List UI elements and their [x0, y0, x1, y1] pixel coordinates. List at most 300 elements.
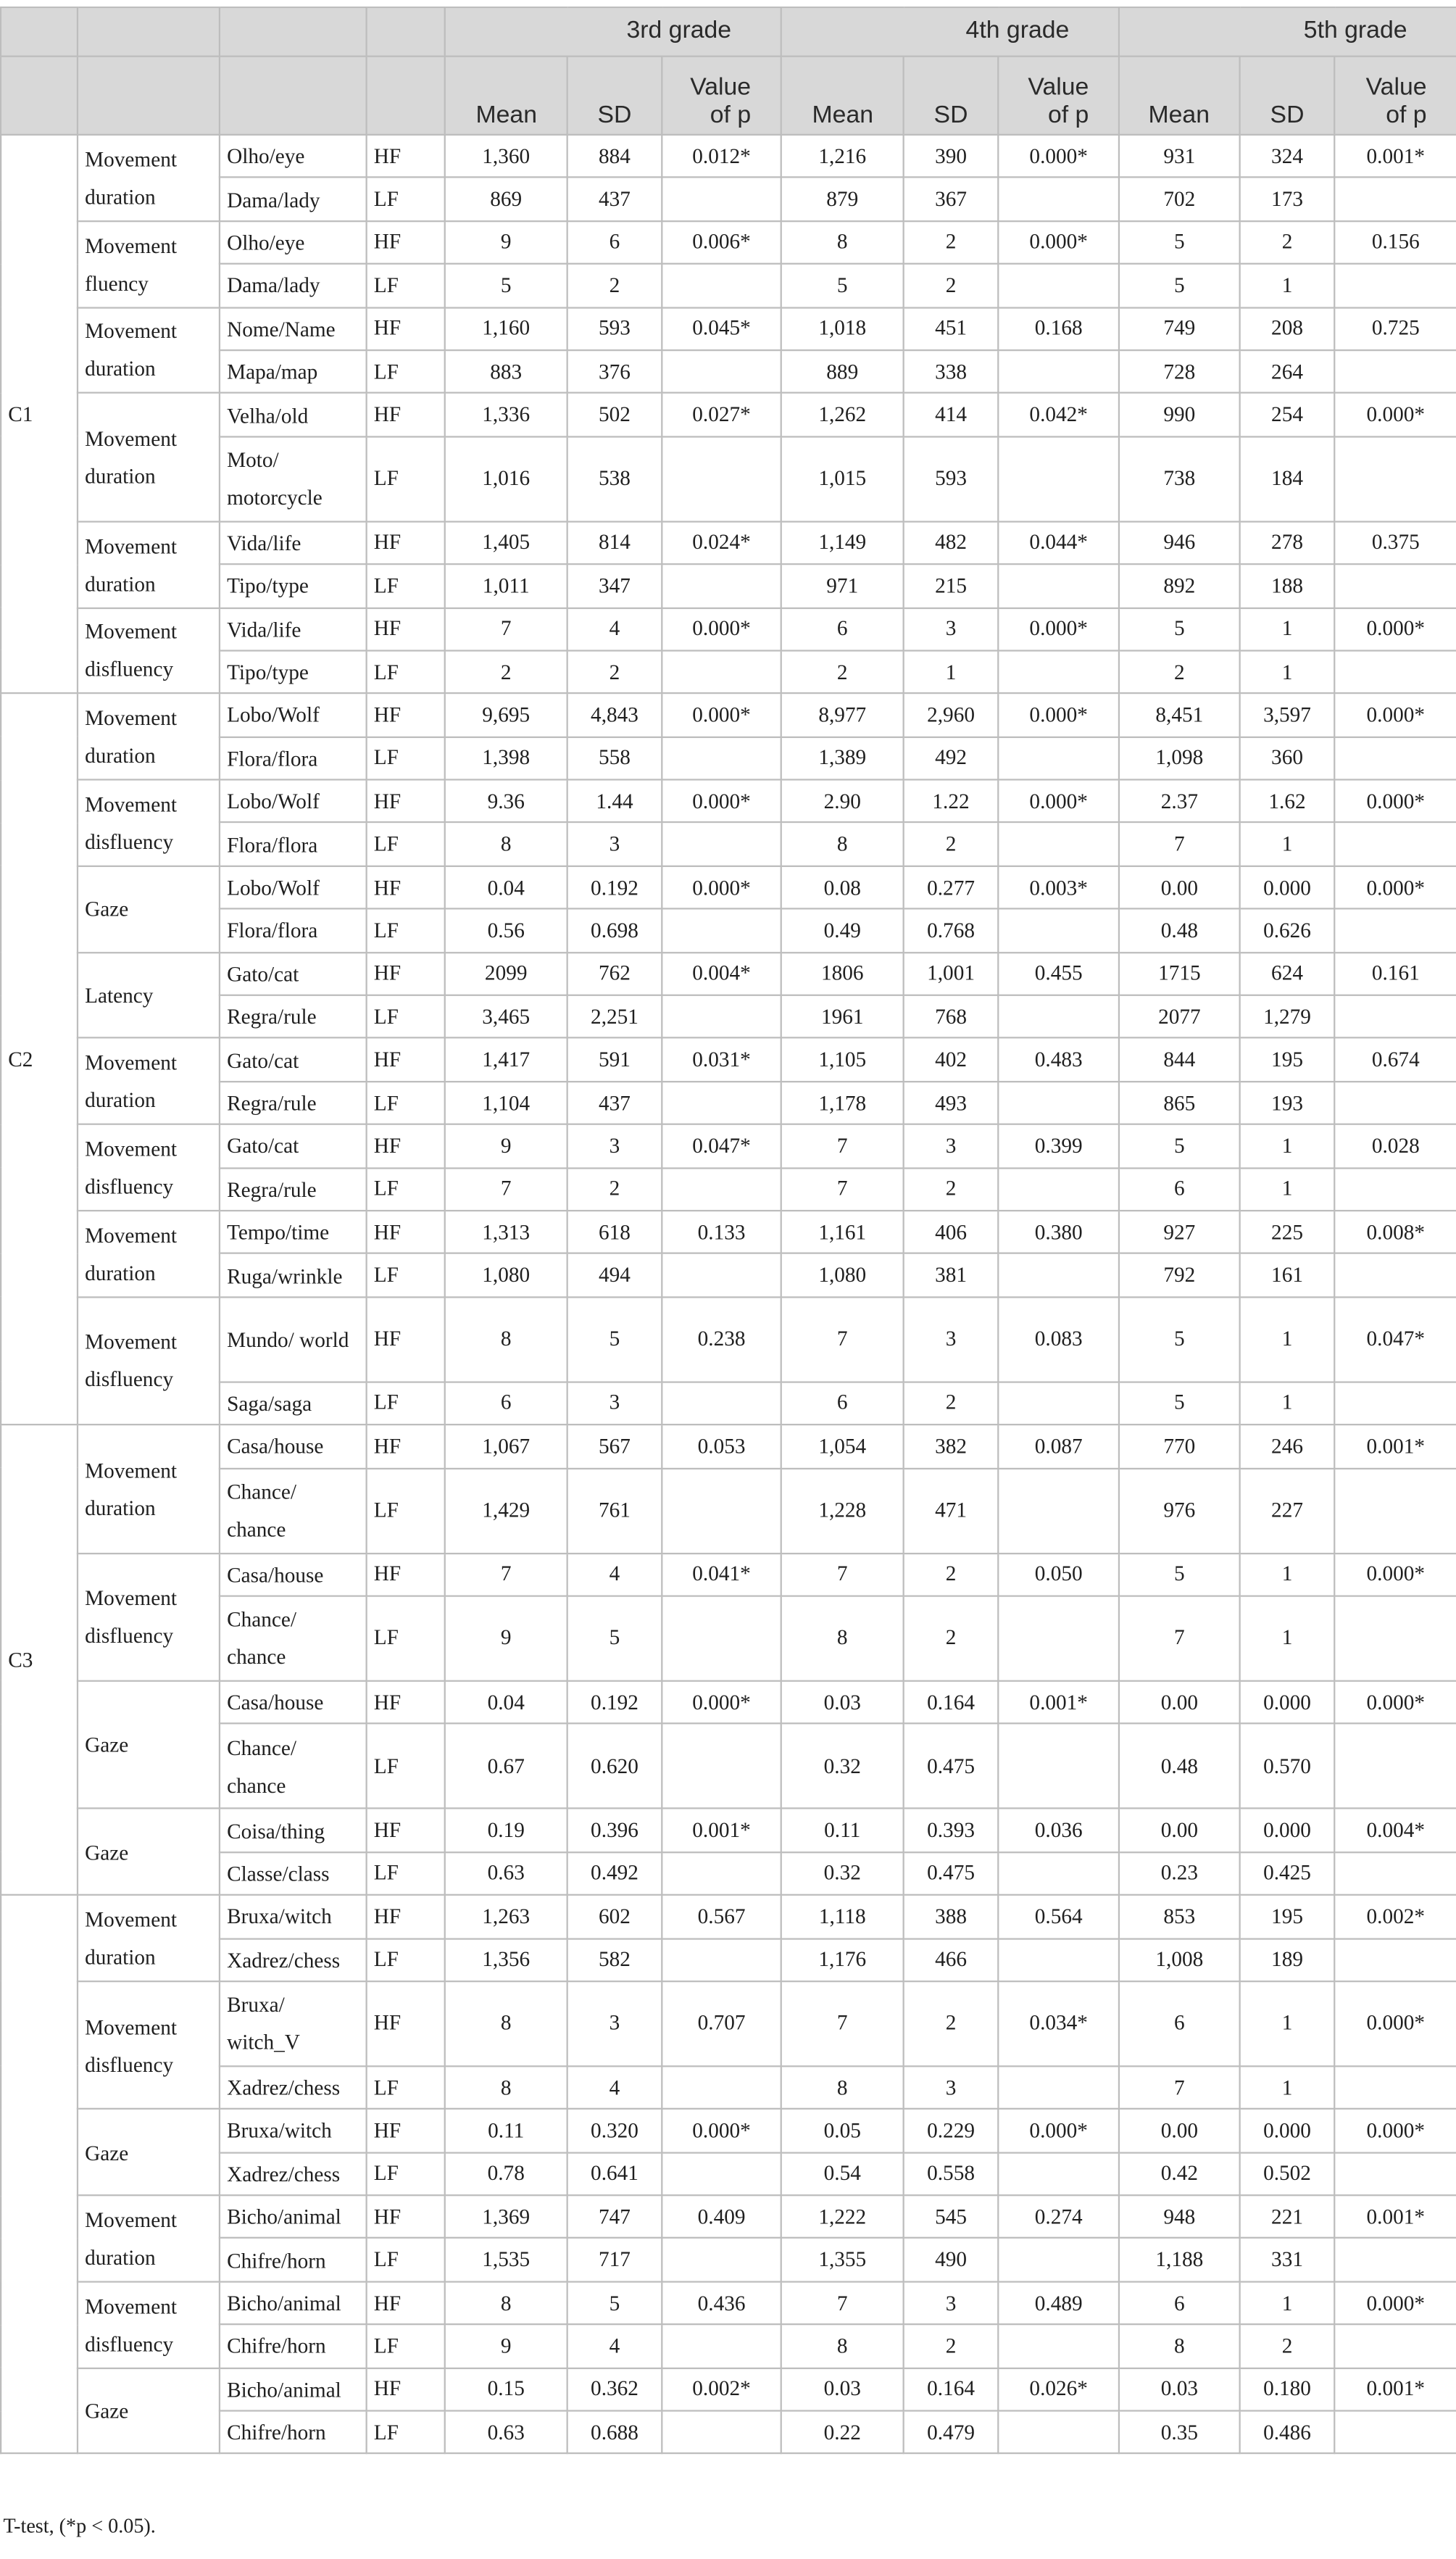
- p-value: [1334, 995, 1456, 1038]
- sd-value: 761: [567, 1468, 662, 1553]
- sd-value: 493: [904, 1082, 999, 1124]
- p-value: 0.238: [662, 1297, 781, 1382]
- stimulus-word: Chifre/horn: [220, 2411, 367, 2454]
- mean-value: 990: [1119, 393, 1240, 436]
- p-value: 0.564: [998, 1895, 1119, 1938]
- p-value: [1334, 350, 1456, 393]
- sd-value: 3: [904, 1124, 999, 1167]
- mean-value: 927: [1119, 1211, 1240, 1253]
- sd-value: 0.475: [904, 1724, 999, 1809]
- header-blank: [1, 57, 78, 135]
- sd-value: 264: [1240, 350, 1335, 393]
- mean-value: 5: [1119, 1124, 1240, 1167]
- table-row: [1, 2411, 1456, 2454]
- sd-value: 246: [1240, 1424, 1335, 1467]
- mean-value: 1,429: [445, 1468, 567, 1553]
- frequency-label: LF: [367, 1468, 445, 1553]
- table-row: [1, 737, 1456, 779]
- mean-value: 9.36: [445, 780, 567, 823]
- sd-value: 1: [904, 650, 999, 693]
- p-value: [998, 650, 1119, 693]
- sd-value: 1: [1240, 1382, 1335, 1424]
- mean-value: 8: [445, 823, 567, 866]
- stimulus-word: Moto/ motorcycle: [220, 436, 367, 521]
- column-header-sd: SD: [904, 57, 999, 135]
- p-value: 0.087: [998, 1424, 1119, 1467]
- mean-value: 971: [781, 564, 904, 607]
- mean-value: 0.78: [445, 2152, 567, 2195]
- p-value: 0.003*: [998, 866, 1119, 909]
- mean-value: 2: [445, 650, 567, 693]
- table-row: [1, 221, 1456, 264]
- p-value: 0.034*: [998, 1981, 1119, 2066]
- mean-value: 0.35: [1119, 2411, 1240, 2454]
- sd-value: 0.000: [1240, 1681, 1335, 1724]
- measure-label: Movement duration: [78, 1424, 220, 1553]
- mean-value: 0.19: [445, 1809, 567, 1851]
- table-row: [1, 780, 1456, 823]
- p-value: 0.026*: [998, 2368, 1119, 2410]
- results-table: [0, 7, 1456, 2455]
- sd-value: 5: [567, 1297, 662, 1382]
- table-row: [1, 952, 1456, 995]
- p-value: [662, 436, 781, 521]
- stimulus-word: Gato/cat: [220, 1124, 367, 1167]
- sd-value: 3,597: [1240, 694, 1335, 737]
- mean-value: 2.37: [1119, 780, 1240, 823]
- mean-value: 1,313: [445, 1211, 567, 1253]
- p-value: [1334, 2152, 1456, 2195]
- table-row: [1, 350, 1456, 393]
- p-value: [1334, 1253, 1456, 1296]
- p-value: 0.000*: [998, 607, 1119, 650]
- p-value: [662, 564, 781, 607]
- sd-value: 538: [567, 436, 662, 521]
- mean-value: 1,080: [445, 1253, 567, 1296]
- sd-value: 0.320: [567, 2109, 662, 2152]
- mean-value: 792: [1119, 1253, 1240, 1296]
- sd-value: 1,279: [1240, 995, 1335, 1038]
- p-value: 0.001*: [662, 1809, 781, 1851]
- sd-value: 582: [567, 1938, 662, 1981]
- sd-value: 2: [567, 1168, 662, 1211]
- p-value: [662, 1082, 781, 1124]
- stimulus-word: Ruga/wrinkle: [220, 1253, 367, 1296]
- p-value: 0.002*: [662, 2368, 781, 2410]
- mean-value: 889: [781, 350, 904, 393]
- sd-value: 593: [904, 436, 999, 521]
- frequency-label: LF: [367, 436, 445, 521]
- measure-label: Movement duration: [78, 393, 220, 521]
- measure-label: Movement duration: [78, 694, 220, 780]
- stimulus-word: Tipo/type: [220, 564, 367, 607]
- sd-value: 4,843: [567, 694, 662, 737]
- frequency-label: LF: [367, 564, 445, 607]
- stimulus-word: Xadrez/chess: [220, 1938, 367, 1981]
- mean-value: 879: [781, 178, 904, 220]
- table-row: [1, 1938, 1456, 1981]
- mean-value: 1,228: [781, 1468, 904, 1553]
- p-value: [1334, 1938, 1456, 1981]
- sd-value: 1: [1240, 1297, 1335, 1382]
- mean-value: 1,417: [445, 1038, 567, 1081]
- mean-value: 9: [445, 1596, 567, 1680]
- mean-value: 1,018: [781, 307, 904, 350]
- frequency-label: LF: [367, 650, 445, 693]
- mean-value: 0.54: [781, 2152, 904, 2195]
- p-value: [1334, 1852, 1456, 1895]
- p-value: 0.050: [998, 1553, 1119, 1596]
- p-value: 0.375: [1334, 521, 1456, 564]
- p-value: 0.045*: [662, 307, 781, 350]
- p-value: 0.006*: [662, 221, 781, 264]
- column-header-p-value: Value of p: [998, 57, 1119, 135]
- mean-value: 1,356: [445, 1938, 567, 1981]
- sd-value: 1: [1240, 1124, 1335, 1167]
- table-row: [1, 1553, 1456, 1596]
- sd-value: 0.768: [904, 909, 999, 952]
- mean-value: 869: [445, 178, 567, 220]
- sd-value: 5: [567, 2281, 662, 2324]
- p-value: [1334, 178, 1456, 220]
- sd-value: 254: [1240, 393, 1335, 436]
- table-row: [1, 264, 1456, 307]
- sd-value: 2,960: [904, 694, 999, 737]
- measure-label: Movement duration: [78, 1211, 220, 1297]
- p-value: [1334, 1382, 1456, 1424]
- mean-value: 0.03: [1119, 2368, 1240, 2410]
- p-value: 0.161: [1334, 952, 1456, 995]
- sd-value: 2: [904, 823, 999, 866]
- sd-value: 0.641: [567, 2152, 662, 2195]
- table-row: [1, 2281, 1456, 2324]
- mean-value: 976: [1119, 1468, 1240, 1553]
- sd-value: 0.393: [904, 1809, 999, 1851]
- measure-label: Movement duration: [78, 307, 220, 394]
- table-row: [1, 1424, 1456, 1467]
- frequency-label: LF: [367, 2411, 445, 2454]
- sd-value: 161: [1240, 1253, 1335, 1296]
- sd-value: 602: [567, 1895, 662, 1938]
- sd-value: 6: [567, 221, 662, 264]
- sd-value: 0.425: [1240, 1852, 1335, 1895]
- p-value: 0.044*: [998, 521, 1119, 564]
- mean-value: 0.48: [1119, 909, 1240, 952]
- mean-value: 2099: [445, 952, 567, 995]
- mean-value: 7: [781, 1553, 904, 1596]
- sd-value: 482: [904, 521, 999, 564]
- stimulus-word: Lobo/Wolf: [220, 780, 367, 823]
- mean-value: 0.00: [1119, 866, 1240, 909]
- mean-value: 948: [1119, 2195, 1240, 2238]
- mean-value: 8: [445, 1297, 567, 1382]
- mean-value: 0.04: [445, 866, 567, 909]
- sd-value: 0.277: [904, 866, 999, 909]
- sd-value: 3: [567, 1981, 662, 2066]
- sd-value: 0.192: [567, 866, 662, 909]
- p-value: [662, 995, 781, 1038]
- sd-value: 360: [1240, 737, 1335, 779]
- p-value: 0.000*: [662, 1681, 781, 1724]
- p-value: 0.000*: [1334, 694, 1456, 737]
- sd-value: 225: [1240, 1211, 1335, 1253]
- p-value: 0.000*: [998, 780, 1119, 823]
- sd-value: 388: [904, 1895, 999, 1938]
- p-value: [998, 2066, 1119, 2109]
- mean-value: 865: [1119, 1082, 1240, 1124]
- sd-value: 466: [904, 1938, 999, 1981]
- sd-value: 1: [1240, 607, 1335, 650]
- mean-value: 738: [1119, 436, 1240, 521]
- sd-value: 0.558: [904, 2152, 999, 2195]
- p-value: [998, 1596, 1119, 1680]
- mean-value: 0.32: [781, 1724, 904, 1809]
- sd-value: 0.164: [904, 2368, 999, 2410]
- mean-value: 1806: [781, 952, 904, 995]
- stimulus-word: Chance/ chance: [220, 1596, 367, 1680]
- p-value: [998, 995, 1119, 1038]
- sd-value: 367: [904, 178, 999, 220]
- sd-value: 1.22: [904, 780, 999, 823]
- sd-value: 558: [567, 737, 662, 779]
- p-value: 0.707: [662, 1981, 781, 2066]
- p-value: [662, 1596, 781, 1680]
- header-blank: [220, 57, 367, 135]
- p-value: [998, 737, 1119, 779]
- mean-value: 6: [1119, 1168, 1240, 1211]
- sd-value: 278: [1240, 521, 1335, 564]
- frequency-label: HF: [367, 2368, 445, 2410]
- p-value: 0.000*: [998, 135, 1119, 178]
- table-row: [1, 1253, 1456, 1296]
- p-value: 0.489: [998, 2281, 1119, 2324]
- p-value: 0.083: [998, 1297, 1119, 1382]
- stimulus-word: Casa/house: [220, 1424, 367, 1467]
- p-value: 0.567: [662, 1895, 781, 1938]
- sd-value: 215: [904, 564, 999, 607]
- mean-value: 8: [781, 2066, 904, 2109]
- table-row: [1, 2109, 1456, 2152]
- stimulus-word: Chance/ chance: [220, 1468, 367, 1553]
- frequency-label: LF: [367, 264, 445, 307]
- sd-value: 3: [567, 1124, 662, 1167]
- table-row: [1, 1382, 1456, 1424]
- table-body: [1, 135, 1456, 2454]
- p-value: 0.001*: [1334, 2368, 1456, 2410]
- measure-label: Movement disfluency: [78, 1124, 220, 1211]
- mean-value: 1,262: [781, 393, 904, 436]
- mean-value: 5: [1119, 264, 1240, 307]
- column-header-sd: SD: [567, 57, 662, 135]
- sd-value: 2: [1240, 2325, 1335, 2368]
- p-value: [998, 1168, 1119, 1211]
- header-blank: [220, 7, 367, 57]
- column-header-sd: SD: [1240, 57, 1335, 135]
- sd-value: 221: [1240, 2195, 1335, 2238]
- sd-value: 0.362: [567, 2368, 662, 2410]
- sd-value: 324: [1240, 135, 1335, 178]
- sd-value: 3: [904, 607, 999, 650]
- frequency-label: HF: [367, 1211, 445, 1253]
- mean-value: 1,016: [445, 436, 567, 521]
- mean-value: 5: [1119, 1382, 1240, 1424]
- column-header-mean: Mean: [1119, 57, 1240, 135]
- frequency-label: HF: [367, 1895, 445, 1938]
- p-value: 0.000*: [1334, 1553, 1456, 1596]
- p-value: [1334, 737, 1456, 779]
- p-value: 0.674: [1334, 1038, 1456, 1081]
- stimulus-word: Nome/Name: [220, 307, 367, 350]
- mean-value: 0.11: [781, 1809, 904, 1851]
- measure-label: Movement disfluency: [78, 2281, 220, 2368]
- measure-label: Gaze: [78, 2109, 220, 2195]
- frequency-label: LF: [367, 1938, 445, 1981]
- mean-value: 1,015: [781, 436, 904, 521]
- p-value: [998, 909, 1119, 952]
- mean-value: 0.67: [445, 1724, 567, 1809]
- p-value: [662, 264, 781, 307]
- p-value: [998, 564, 1119, 607]
- sd-value: 814: [567, 521, 662, 564]
- mean-value: 7: [781, 1981, 904, 2066]
- p-value: [1334, 650, 1456, 693]
- sd-value: 193: [1240, 1082, 1335, 1124]
- sd-value: 471: [904, 1468, 999, 1553]
- sd-value: 195: [1240, 1895, 1335, 1938]
- sd-value: 406: [904, 1211, 999, 1253]
- mean-value: 770: [1119, 1424, 1240, 1467]
- group-label: C2: [1, 694, 78, 1425]
- p-value: 0.024*: [662, 521, 781, 564]
- mean-value: 1,405: [445, 521, 567, 564]
- table-row: [1, 178, 1456, 220]
- p-value: 0.380: [998, 1211, 1119, 1253]
- p-value: [1334, 2066, 1456, 2109]
- sd-value: 4: [567, 607, 662, 650]
- p-value: [662, 2325, 781, 2368]
- mean-value: 7: [1119, 823, 1240, 866]
- mean-value: 1,178: [781, 1082, 904, 1124]
- table-header: [1, 7, 1456, 135]
- mean-value: 8: [445, 1981, 567, 2066]
- frequency-label: HF: [367, 1124, 445, 1167]
- mean-value: 8: [445, 2281, 567, 2324]
- mean-value: 1,104: [445, 1082, 567, 1124]
- sd-value: 1: [1240, 2066, 1335, 2109]
- mean-value: 728: [1119, 350, 1240, 393]
- sd-value: 490: [904, 2239, 999, 2281]
- mean-value: 0.11: [445, 2109, 567, 2152]
- mean-value: 1,389: [781, 737, 904, 779]
- mean-value: 7: [445, 607, 567, 650]
- stimulus-word: Bruxa/ witch_V: [220, 1981, 367, 2066]
- p-value: 0.399: [998, 1124, 1119, 1167]
- sd-value: 347: [567, 564, 662, 607]
- stimulus-word: Coisa/thing: [220, 1809, 367, 1851]
- sd-value: 4: [567, 2325, 662, 2368]
- sd-value: 0.000: [1240, 2109, 1335, 2152]
- measure-label: Movement disfluency: [78, 1297, 220, 1425]
- frequency-label: HF: [367, 694, 445, 737]
- stimulus-word: Velha/old: [220, 393, 367, 436]
- sd-value: 414: [904, 393, 999, 436]
- mean-value: 1,008: [1119, 1938, 1240, 1981]
- p-value: [998, 350, 1119, 393]
- grade-5-header: 5th grade: [1119, 7, 1456, 57]
- p-value: 0.004*: [662, 952, 781, 995]
- stimulus-word: Lobo/Wolf: [220, 866, 367, 909]
- mean-value: 1,118: [781, 1895, 904, 1938]
- frequency-label: HF: [367, 1553, 445, 1596]
- p-value: 0.028: [1334, 1124, 1456, 1167]
- mean-value: 1,263: [445, 1895, 567, 1938]
- p-value: [1334, 1168, 1456, 1211]
- sd-value: 494: [567, 1253, 662, 1296]
- mean-value: 2: [1119, 650, 1240, 693]
- sd-value: 0.164: [904, 1681, 999, 1724]
- sd-value: 884: [567, 135, 662, 178]
- stimulus-word: Dama/lady: [220, 178, 367, 220]
- mean-value: 1,176: [781, 1938, 904, 1981]
- frequency-label: LF: [367, 909, 445, 952]
- mean-value: 9: [445, 1124, 567, 1167]
- stimulus-word: Bicho/animal: [220, 2281, 367, 2324]
- sd-value: 1: [1240, 1553, 1335, 1596]
- mean-value: 7: [1119, 1596, 1240, 1680]
- frequency-label: HF: [367, 2195, 445, 2238]
- frequency-label: HF: [367, 1038, 445, 1081]
- frequency-label: HF: [367, 221, 445, 264]
- mean-value: 0.00: [1119, 1681, 1240, 1724]
- sd-value: 0.626: [1240, 909, 1335, 952]
- frequency-label: LF: [367, 2325, 445, 2368]
- mean-value: 702: [1119, 178, 1240, 220]
- p-value: 0.274: [998, 2195, 1119, 2238]
- mean-value: 2077: [1119, 995, 1240, 1038]
- p-value: 0.000*: [998, 2109, 1119, 2152]
- p-value: 0.000*: [1334, 2281, 1456, 2324]
- p-value: [662, 1468, 781, 1553]
- mean-value: 9: [445, 2325, 567, 2368]
- sd-value: 437: [567, 178, 662, 220]
- table-row: [1, 1596, 1456, 1680]
- mean-value: 8: [781, 2325, 904, 2368]
- stimulus-word: Bruxa/witch: [220, 2109, 367, 2152]
- p-value: 0.156: [1334, 221, 1456, 264]
- p-value: 0.000*: [662, 2109, 781, 2152]
- table-row: [1, 1211, 1456, 1253]
- mean-value: 2.90: [781, 780, 904, 823]
- sd-value: 184: [1240, 436, 1335, 521]
- table-row: [1, 1297, 1456, 1382]
- sd-value: 0.570: [1240, 1724, 1335, 1809]
- sd-value: 0.192: [567, 1681, 662, 1724]
- stimulus-word: Xadrez/chess: [220, 2066, 367, 2109]
- stimulus-word: Olho/eye: [220, 135, 367, 178]
- p-value: [998, 1852, 1119, 1895]
- p-value: 0.008*: [1334, 1211, 1456, 1253]
- p-value: [662, 650, 781, 693]
- mean-value: 8,451: [1119, 694, 1240, 737]
- grade-3-header: 3rd grade: [445, 7, 781, 57]
- frequency-label: HF: [367, 307, 445, 350]
- mean-value: 1,535: [445, 2239, 567, 2281]
- stimulus-word: Tipo/type: [220, 650, 367, 693]
- frequency-label: LF: [367, 2066, 445, 2109]
- p-value: 0.409: [662, 2195, 781, 2238]
- sd-value: 2: [904, 1553, 999, 1596]
- mean-value: 1961: [781, 995, 904, 1038]
